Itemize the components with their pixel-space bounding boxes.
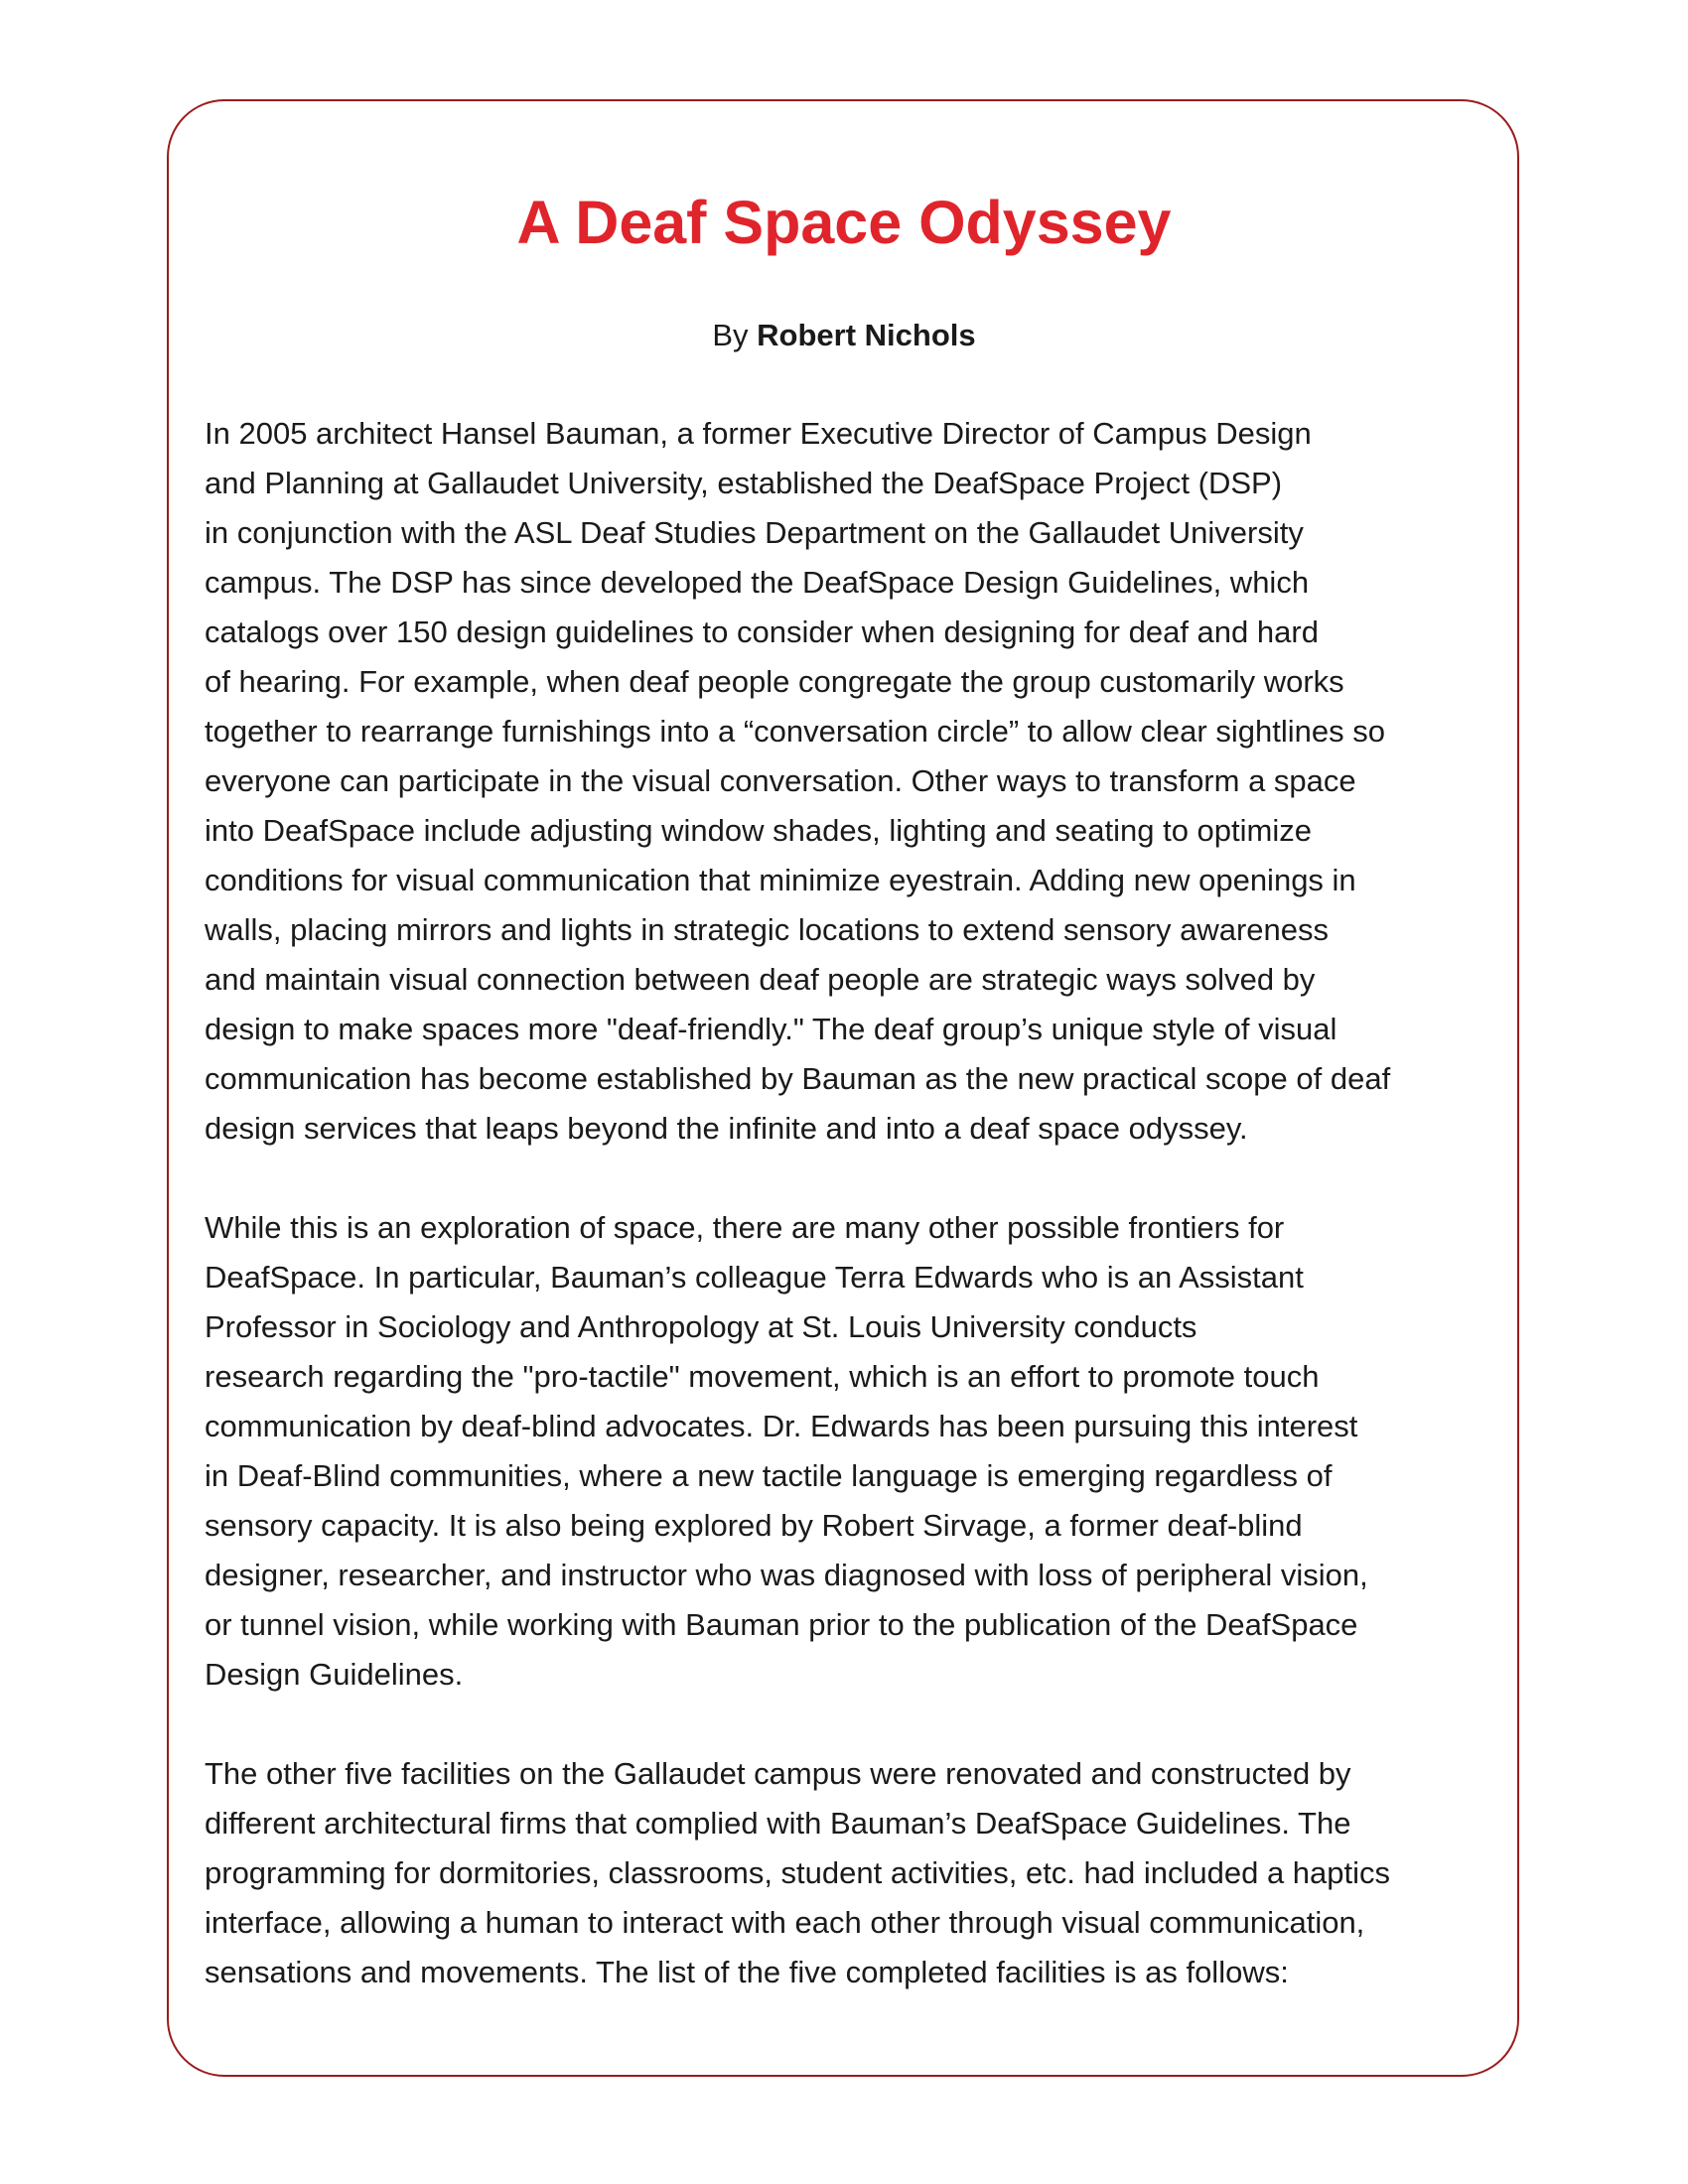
paragraph-line: The other five facilities on the Gallaudet campus were renovated and constructed by	[205, 1756, 1351, 1791]
paragraph-line: sensations and movements. The list of the five completed facilities is as follows:	[205, 1955, 1289, 1989]
paragraph-line: communication has become established by Bauman as the new practical scope of deaf	[205, 1061, 1391, 1096]
paragraph-line: of hearing. For example, when deaf people congregate the group customarily works	[205, 664, 1344, 699]
byline-author: Robert Nichols	[757, 318, 976, 352]
paragraph-line: walls, placing mirrors and lights in strategic locations to extend sensory awareness	[205, 912, 1330, 947]
paragraph-line: and maintain visual connection between deaf people are strategic ways solved by	[205, 962, 1316, 997]
article-title: A Deaf Space Odyssey	[516, 189, 1172, 256]
paragraph-line: in Deaf-Blind communities, where a new tactile language is emerging regardless of	[205, 1458, 1333, 1493]
paragraph-line: conditions for visual communication that minimize eyestrain. Adding new openings in	[205, 863, 1356, 897]
paragraph-line: design to make spaces more "deaf-friendly." The deaf group’s unique style of visual	[205, 1012, 1337, 1046]
paragraph-line: different architectural firms that complied with Bauman’s DeafSpace Guidelines. The	[205, 1806, 1351, 1841]
byline	[0, 316, 1688, 355]
paragraph-line: programming for dormitories, classrooms, student activities, etc. had included a haptics	[205, 1855, 1391, 1890]
paragraph-line: interface, allowing a human to interact with each other through visual communication,	[205, 1905, 1365, 1940]
paragraph-line: and Planning at Gallaudet University, established the DeafSpace Project (DSP)	[205, 466, 1283, 500]
paragraph-line: communication by deaf-blind advocates. Dr. Edwards has been pursuing this interest	[205, 1409, 1358, 1443]
paragraph-line: designer, researcher, and instructor who was diagnosed with loss of peripheral vision,	[205, 1558, 1368, 1592]
paragraph-line: everyone can participate in the visual conversation. Other ways to transform a space	[205, 763, 1356, 798]
paragraph-line: into DeafSpace include adjusting window shades, lighting and seating to optimize	[205, 813, 1312, 848]
paragraph-line: research regarding the "pro-tactile" movement, which is an effort to promote touch	[205, 1359, 1320, 1394]
paragraph-line: DeafSpace. In particular, Bauman’s colleague Terra Edwards who is an Assistant	[205, 1260, 1304, 1295]
paragraph-line: sensory capacity. It is also being explored by Robert Sirvage, a former deaf-blind	[205, 1508, 1303, 1543]
byline-prefix: By	[712, 318, 758, 352]
paragraph-line: or tunnel vision, while working with Bauman prior to the publication of the DeafSpace	[205, 1607, 1358, 1642]
paragraph-3	[205, 1749, 1495, 1997]
paragraph-line: Professor in Sociology and Anthropology at St. Louis University conducts	[205, 1309, 1197, 1344]
paragraph-1	[205, 409, 1495, 1154]
paragraph-line: In 2005 architect Hansel Bauman, a former Executive Director of Campus Design	[205, 416, 1312, 451]
paragraph-line: design services that leaps beyond the infinite and into a deaf space odyssey.	[205, 1111, 1248, 1146]
paragraph-line: together to rearrange furnishings into a “conversation circle” to allow clear sightlines so	[205, 714, 1385, 749]
paragraph-line: Design Guidelines.	[205, 1657, 464, 1692]
paragraph-line: While this is an exploration of space, there are many other possible frontiers for	[205, 1210, 1285, 1245]
paragraph-2	[205, 1203, 1495, 1700]
paragraph-line: in conjunction with the ASL Deaf Studies Department on the Gallaudet University	[205, 515, 1304, 550]
paragraph-line: catalogs over 150 design guidelines to consider when designing for deaf and hard	[205, 614, 1319, 649]
paragraph-line: campus. The DSP has since developed the DeafSpace Design Guidelines, which	[205, 565, 1310, 600]
